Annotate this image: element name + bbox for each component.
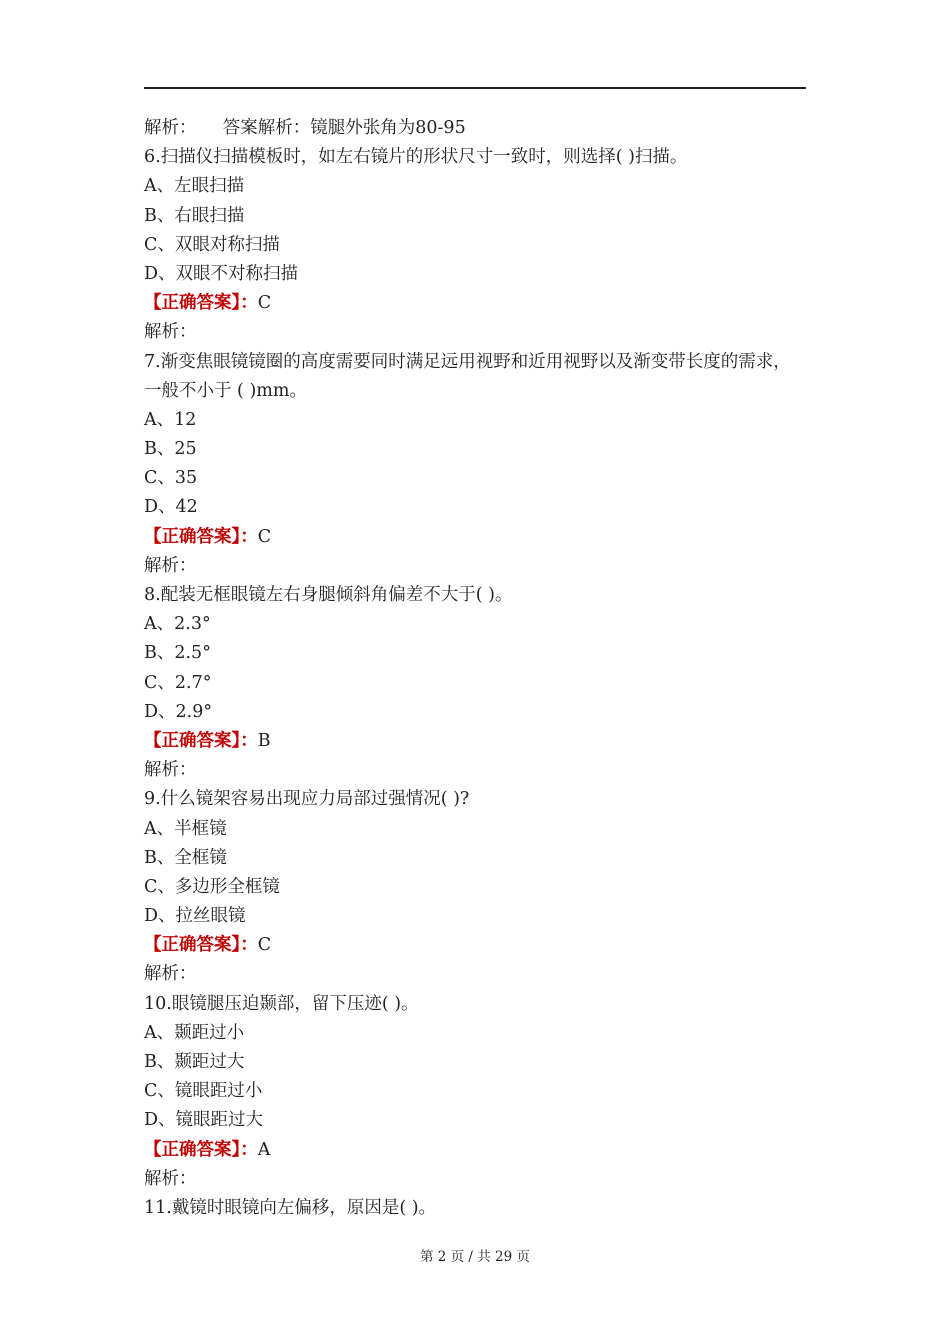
option-b: B、颞距过大 [144,1052,245,1073]
option-d: D、双眼不对称扫描 [144,263,299,284]
top-analysis: 解析： 答案解析：镜腿外张角为80-95 [144,118,466,138]
question-block [144,785,814,989]
analysis-label: 解析： [144,322,197,343]
answer-value: C [257,935,272,956]
option-a: A、2.3° [144,614,211,635]
answer-label: 【正确答案】： [144,526,258,547]
question-block [144,990,814,1194]
answer-value: A [257,1139,271,1160]
option-d: D、42 [144,497,198,518]
option-d: D、镜眼距过大 [144,1110,264,1131]
analysis-label: 解析： [144,760,197,781]
answer-label: 【正确答案】： [144,935,258,956]
question-block [144,143,814,347]
header-rule [144,87,806,89]
question-stem: 11.戴镜时眼镜向左偏移，原因是( )。 [144,1197,437,1218]
option-c: C、2.7° [144,672,212,693]
answer-value: C [257,293,272,314]
option-d: D、拉丝眼镜 [144,906,246,927]
answer-label: 【正确答案】： [144,1139,258,1160]
analysis-label: 解析： [144,964,197,985]
correct-answer [144,1136,814,1165]
option-c: C、双眼对称扫描 [144,234,280,255]
option-c: C、多边形全框镜 [144,876,280,897]
question-stem: 10.眼镜腿压迫颞部，留下压迹( )。 [144,993,419,1014]
answer-label: 【正确答案】： [144,293,258,314]
question-block [144,348,814,582]
option-a: A、颞距过小 [144,1022,245,1043]
option-c: C、35 [144,468,198,489]
correct-answer [144,523,814,552]
answer-value: B [257,730,271,751]
question-stem: 8.配装无框眼镜左右身腿倾斜角偏差不大于( )。 [144,585,513,606]
option-a: A、半框镜 [144,818,227,839]
option-b: B、全框镜 [144,847,227,868]
option-b: B、右眼扫描 [144,205,245,226]
correct-answer [144,931,814,960]
answer-label: 【正确答案】： [144,730,258,751]
page-footer: 第 2 页 / 共 29 页 [419,1249,531,1265]
question-stem: 6.扫描仪扫描模板时，如左右镜片的形状尺寸一致时，则选择( )扫描。 [144,147,688,168]
option-d: D、2.9° [144,701,213,722]
option-a: A、左眼扫描 [144,176,245,197]
correct-answer [144,289,814,318]
analysis-label: 解析： [144,1168,197,1189]
question-block [144,581,814,785]
analysis-label: 解析： [144,555,197,576]
option-c: C、镜眼距过小 [144,1081,263,1102]
question-stem: 7.渐变焦眼镜镜圈的高度需要同时满足远用视野和近用视野以及渐变带长度的需求，一般不小于 ( )mm。 [144,351,791,401]
answer-value: C [257,526,272,547]
option-b: B、25 [144,439,197,460]
correct-answer [144,727,814,756]
option-a: A、12 [144,409,197,430]
option-b: B、2.5° [144,643,211,664]
question-stem: 9.什么镜架容易出现应力局部过强情况( )? [144,789,470,810]
page-content [144,114,814,1223]
